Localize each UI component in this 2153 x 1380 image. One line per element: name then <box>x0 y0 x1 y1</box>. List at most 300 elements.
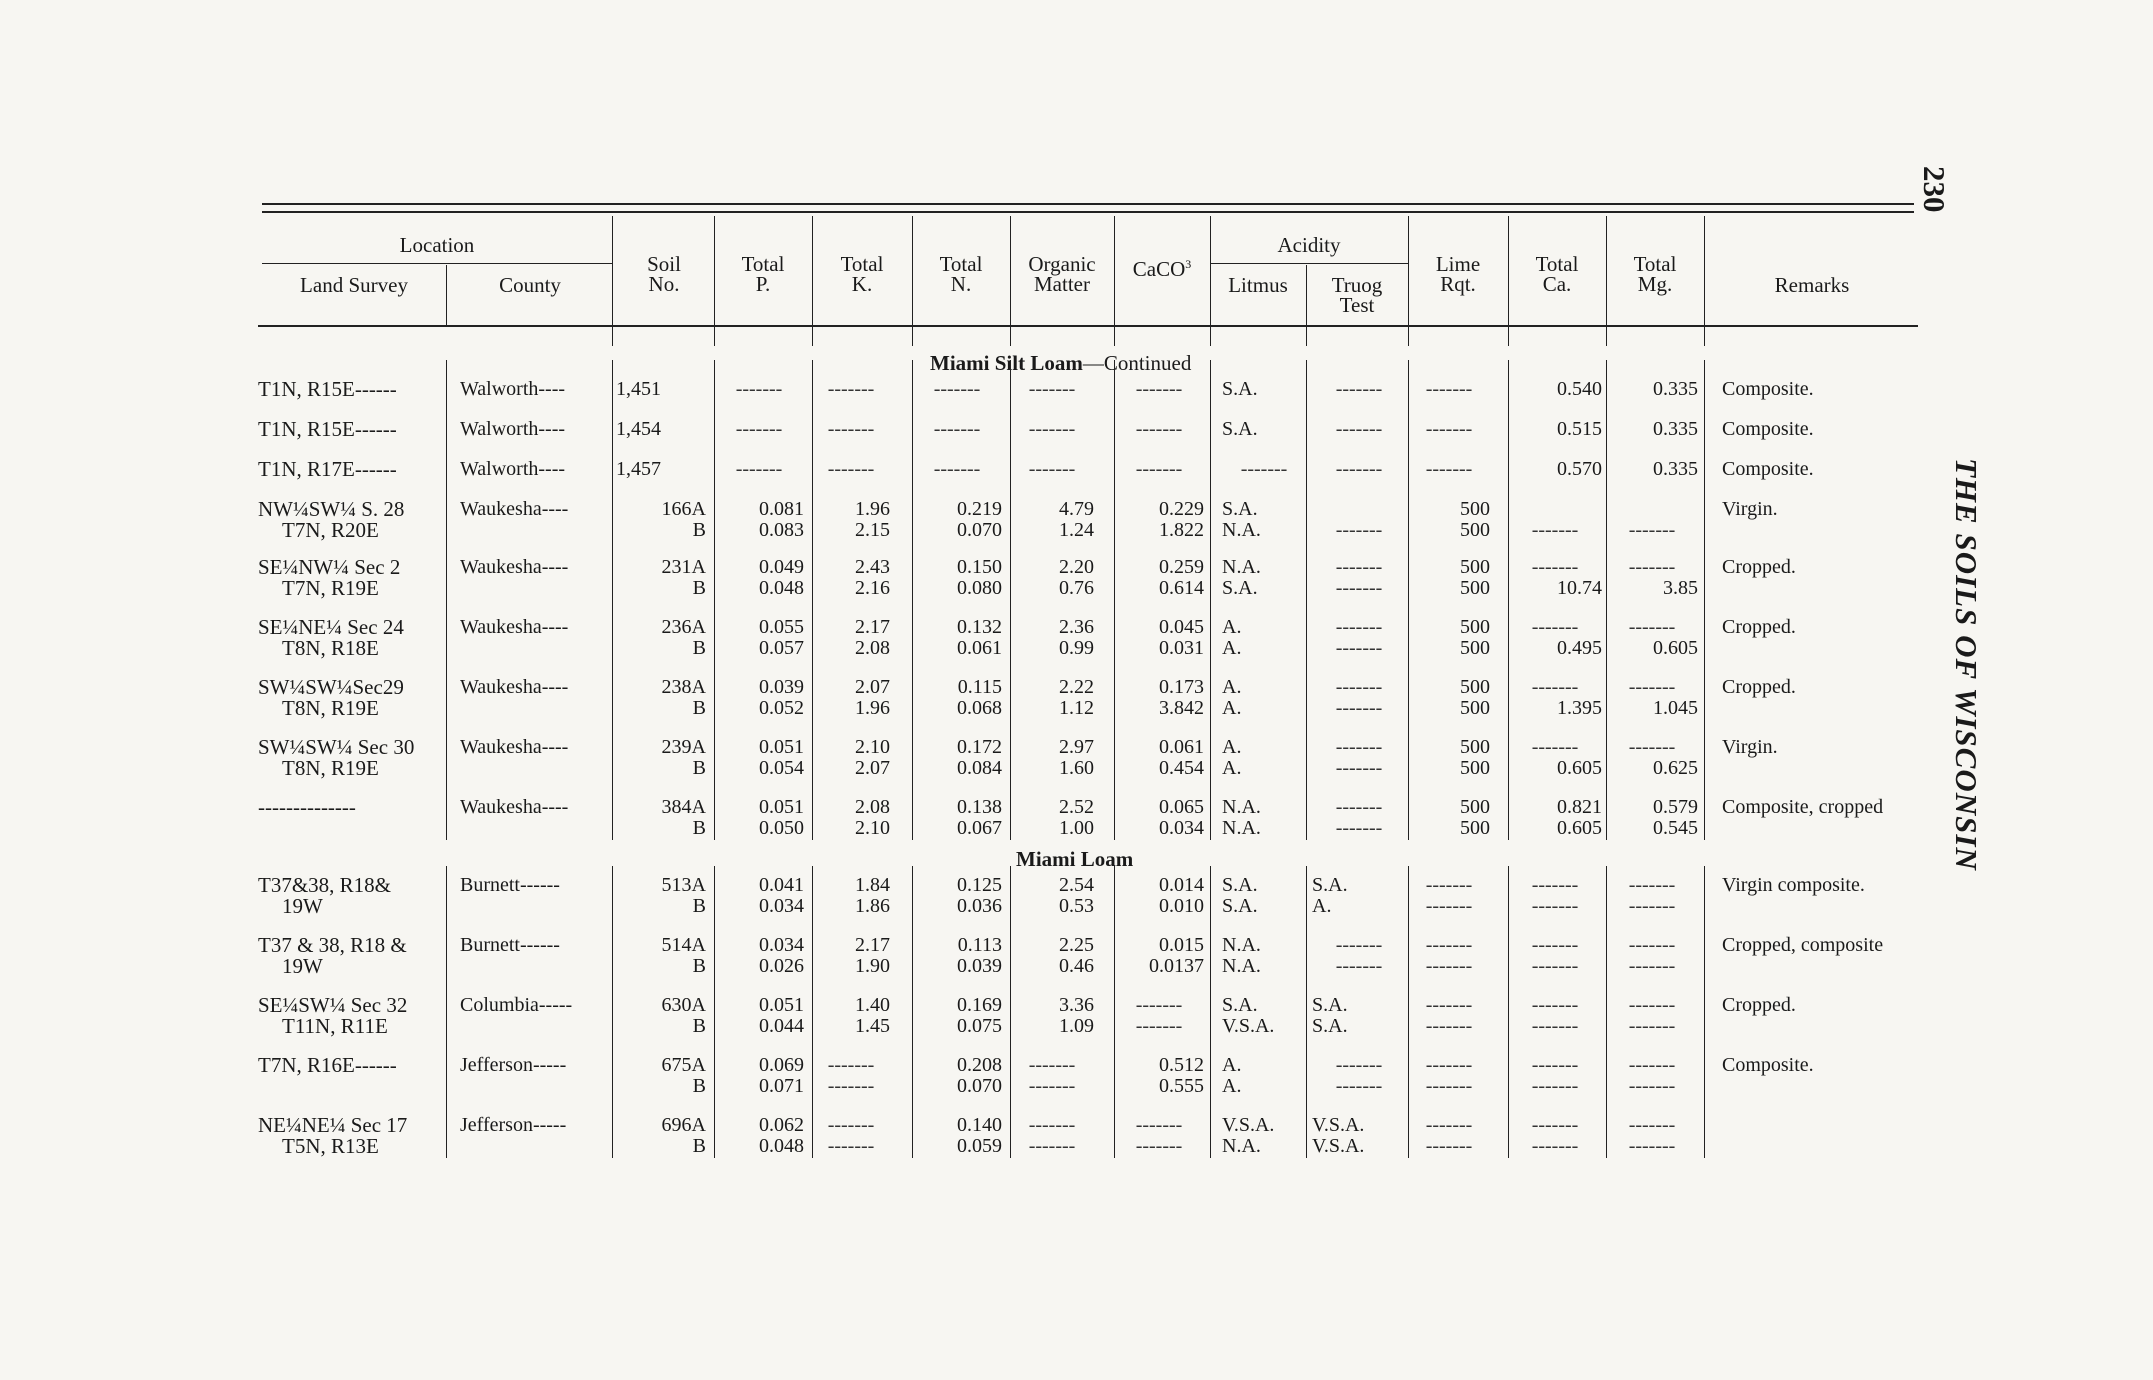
k-cell: 1.96 <box>855 498 890 520</box>
om-cell: ------- <box>1028 1114 1076 1136</box>
litmus-cell: N.A. <box>1222 556 1261 578</box>
column-divider <box>1010 866 1011 1158</box>
county-cell: Columbia----- <box>460 994 573 1016</box>
land-survey-cell: T7N, R20E <box>282 518 379 542</box>
n-cell: 0.132 <box>957 616 1002 638</box>
soil-no-cell: 236A <box>661 616 706 638</box>
litmus-cell: S.A. <box>1222 498 1258 520</box>
column-divider <box>612 360 613 840</box>
n-cell: 0.061 <box>957 637 1002 659</box>
mg-cell: 0.579 <box>1653 796 1698 818</box>
header-total-ca: Total Ca. <box>1535 252 1579 296</box>
n-cell: 0.084 <box>957 757 1002 779</box>
litmus-cell: V.S.A. <box>1222 1114 1275 1136</box>
column-divider <box>446 360 447 840</box>
caco3-cell: 0.014 <box>1159 874 1204 896</box>
caco3-cell: 0.454 <box>1159 757 1204 779</box>
ca-cell: 0.570 <box>1557 458 1602 480</box>
soil-no-cell: 1,457 <box>616 458 661 480</box>
remarks-cell: Cropped. <box>1722 556 1796 578</box>
mg-cell: ------- <box>1628 1114 1676 1136</box>
land-survey-cell: T7N, R16E------ <box>258 1053 397 1077</box>
ca-cell: 0.605 <box>1557 817 1602 839</box>
ca-cell: 0.540 <box>1557 378 1602 400</box>
header-caco3: CaCO$^3$ <box>1132 257 1192 281</box>
caco3-cell: 1.822 <box>1159 519 1204 541</box>
caco3-cell: 3.842 <box>1159 697 1204 719</box>
om-cell: ------- <box>1028 1075 1076 1097</box>
om-cell: ------- <box>1028 378 1076 400</box>
lime-cell: ------- <box>1425 1075 1473 1097</box>
column-divider <box>1306 866 1307 1158</box>
column-divider <box>1606 360 1607 840</box>
caco3-cell: 0.229 <box>1159 498 1204 520</box>
land-survey-cell: SE¼SW¼ Sec 32 <box>258 993 408 1017</box>
n-cell: 0.080 <box>957 577 1002 599</box>
header-acidity: Acidity <box>1277 233 1341 257</box>
soil-no-cell: B <box>692 519 706 541</box>
p-cell: 0.051 <box>759 736 804 758</box>
soil-no-cell: B <box>692 637 706 659</box>
section-heading: Miami Silt Loam—Continued <box>930 351 1192 375</box>
om-cell: 1.24 <box>1059 519 1094 541</box>
column-divider <box>1210 360 1211 840</box>
om-cell: 0.76 <box>1059 577 1094 599</box>
soil-no-cell: B <box>692 817 706 839</box>
litmus-cell: A. <box>1222 757 1242 779</box>
truog-cell: ------- <box>1335 378 1383 400</box>
lime-cell: ------- <box>1425 895 1473 917</box>
ca-cell: ------- <box>1531 1075 1579 1097</box>
soil-no-cell: 384A <box>661 796 706 818</box>
header-lime-rqt: Lime Rqt. <box>1435 252 1481 296</box>
n-cell: 0.150 <box>957 556 1002 578</box>
lime-cell: ------- <box>1425 1135 1473 1157</box>
land-survey-cell: T1N, R15E------ <box>258 377 397 401</box>
remarks-cell: Composite. <box>1722 1054 1814 1076</box>
k-cell: 1.86 <box>855 895 890 917</box>
ca-cell: 0.605 <box>1557 757 1602 779</box>
p-cell: 0.069 <box>759 1054 804 1076</box>
litmus-cell: S.A. <box>1222 874 1258 896</box>
lime-cell: 500 <box>1460 637 1490 659</box>
litmus-cell: S.A. <box>1222 418 1258 440</box>
land-survey-cell: T7N, R19E <box>282 576 379 600</box>
litmus-cell: V.S.A. <box>1222 1015 1275 1037</box>
p-cell: 0.034 <box>759 895 804 917</box>
n-cell: 0.067 <box>957 817 1002 839</box>
mg-cell: 0.605 <box>1653 637 1698 659</box>
county-cell: Jefferson----- <box>460 1054 567 1076</box>
column-divider <box>446 866 447 1158</box>
truog-cell: ------- <box>1335 934 1383 956</box>
land-survey-cell: T8N, R18E <box>282 636 379 660</box>
caco3-cell: 0.0137 <box>1149 955 1204 977</box>
caco3-cell: ------- <box>1135 418 1183 440</box>
litmus-cell: N.A. <box>1222 934 1261 956</box>
om-cell: 1.60 <box>1059 757 1094 779</box>
remarks-cell: Virgin composite. <box>1722 874 1865 896</box>
om-cell: 2.22 <box>1059 676 1094 698</box>
mg-cell: 0.335 <box>1653 378 1698 400</box>
n-cell: 0.075 <box>957 1015 1002 1037</box>
truog-cell: ------- <box>1335 697 1383 719</box>
column-divider <box>1010 360 1011 840</box>
lime-cell: 500 <box>1460 736 1490 758</box>
k-cell: 2.07 <box>855 676 890 698</box>
litmus-cell: N.A. <box>1222 796 1261 818</box>
mg-cell: ------- <box>1628 1075 1676 1097</box>
k-cell: ------- <box>827 1054 875 1076</box>
county-cell: Burnett------ <box>460 874 560 896</box>
k-cell: 2.10 <box>855 736 890 758</box>
header-total-n: Total N. <box>939 252 983 296</box>
county-cell: Waukesha---- <box>460 796 569 818</box>
k-cell: 2.16 <box>855 577 890 599</box>
k-cell: ------- <box>827 1075 875 1097</box>
caco3-cell: ------- <box>1135 994 1183 1016</box>
remarks-cell: Composite. <box>1722 378 1814 400</box>
caco3-cell: 0.045 <box>1159 616 1204 638</box>
county-cell: Walworth---- <box>460 458 566 480</box>
n-cell: 0.208 <box>957 1054 1002 1076</box>
ca-cell: ------- <box>1531 1015 1579 1037</box>
p-cell: 0.057 <box>759 637 804 659</box>
soil-no-cell: B <box>692 1135 706 1157</box>
n-cell: ------- <box>933 418 981 440</box>
ca-cell: ------- <box>1531 994 1579 1016</box>
caco3-cell: 0.512 <box>1159 1054 1204 1076</box>
k-cell: 2.07 <box>855 757 890 779</box>
caco3-cell: ------- <box>1135 1015 1183 1037</box>
om-cell: 2.20 <box>1059 556 1094 578</box>
truog-cell: ------- <box>1335 577 1383 599</box>
header-truog-test: Truog Test <box>1331 273 1383 317</box>
p-cell: 0.062 <box>759 1114 804 1136</box>
soil-no-cell: 239A <box>661 736 706 758</box>
p-cell: ------- <box>735 418 783 440</box>
column-divider <box>912 360 913 840</box>
k-cell: 2.08 <box>855 796 890 818</box>
header-remarks: Remarks <box>1774 273 1850 297</box>
mg-cell: ------- <box>1628 736 1676 758</box>
truog-cell: A. <box>1312 895 1332 917</box>
ca-cell: ------- <box>1531 1135 1579 1157</box>
mg-cell: ------- <box>1628 895 1676 917</box>
land-survey-cell: T1N, R15E------ <box>258 417 397 441</box>
caco3-cell: 0.031 <box>1159 637 1204 659</box>
land-survey-cell: 19W <box>282 954 323 978</box>
ca-cell: ------- <box>1531 1054 1579 1076</box>
header-total-p: Total P. <box>741 252 785 296</box>
truog-cell: ------- <box>1335 556 1383 578</box>
remarks-cell: Virgin. <box>1722 736 1778 758</box>
soil-no-cell: 1,451 <box>616 378 661 400</box>
caco3-cell: 0.010 <box>1159 895 1204 917</box>
n-cell: 0.140 <box>957 1114 1002 1136</box>
header-total-k: Total K. <box>840 252 884 296</box>
ca-cell: ------- <box>1531 895 1579 917</box>
litmus-cell: ------- <box>1240 458 1288 480</box>
soil-no-cell: B <box>692 895 706 917</box>
om-cell: 2.25 <box>1059 934 1094 956</box>
truog-cell: ------- <box>1335 817 1383 839</box>
lime-cell: ------- <box>1425 1015 1473 1037</box>
county-cell: Waukesha---- <box>460 556 569 578</box>
k-cell: ------- <box>827 378 875 400</box>
ca-cell: ------- <box>1531 736 1579 758</box>
litmus-cell: N.A. <box>1222 955 1261 977</box>
land-survey-cell: T37 & 38, R18 & <box>258 933 407 957</box>
mg-cell: 0.545 <box>1653 817 1698 839</box>
truog-cell: ------- <box>1335 757 1383 779</box>
county-cell: Walworth---- <box>460 418 566 440</box>
header-land-survey: Land Survey <box>300 273 408 297</box>
ca-cell: ------- <box>1531 874 1579 896</box>
ca-cell: ------- <box>1531 1114 1579 1136</box>
mg-cell: 1.045 <box>1653 697 1698 719</box>
om-cell: ------- <box>1028 1054 1076 1076</box>
litmus-cell: S.A. <box>1222 577 1258 599</box>
caco3-cell: ------- <box>1135 1135 1183 1157</box>
litmus-cell: A. <box>1222 736 1242 758</box>
litmus-cell: N.A. <box>1222 1135 1261 1157</box>
lime-cell: 500 <box>1460 796 1490 818</box>
caco3-cell: 0.259 <box>1159 556 1204 578</box>
p-cell: 0.052 <box>759 697 804 719</box>
county-cell: Burnett------ <box>460 934 560 956</box>
om-cell: 1.00 <box>1059 817 1094 839</box>
truog-cell: S.A. <box>1312 1015 1348 1037</box>
column-divider <box>812 866 813 1158</box>
column-divider <box>812 360 813 840</box>
caco3-cell: ------- <box>1135 378 1183 400</box>
lime-cell: 500 <box>1460 697 1490 719</box>
lime-cell: ------- <box>1425 874 1473 896</box>
header-location: Location <box>399 233 475 257</box>
mg-cell: ------- <box>1628 934 1676 956</box>
section-heading: Miami Loam <box>1016 847 1134 871</box>
lime-cell: 500 <box>1460 519 1490 541</box>
soil-no-cell: 696A <box>661 1114 706 1136</box>
truog-cell: ------- <box>1335 736 1383 758</box>
truog-cell: ------- <box>1335 796 1383 818</box>
lime-cell: ------- <box>1425 1114 1473 1136</box>
header-rule <box>258 325 1918 327</box>
p-cell: 0.039 <box>759 676 804 698</box>
column-divider <box>1306 360 1307 840</box>
caco3-cell: 0.614 <box>1159 577 1204 599</box>
lime-cell: 500 <box>1460 757 1490 779</box>
county-cell: Waukesha---- <box>460 676 569 698</box>
n-cell: 0.115 <box>957 676 1002 698</box>
ca-cell: 10.74 <box>1557 577 1602 599</box>
soil-no-cell: 513A <box>661 874 706 896</box>
lime-cell: 500 <box>1460 676 1490 698</box>
om-cell: 3.36 <box>1059 994 1094 1016</box>
om-cell: ------- <box>1028 458 1076 480</box>
ca-cell: ------- <box>1531 556 1579 578</box>
mg-cell: ------- <box>1628 1015 1676 1037</box>
land-survey-cell: T8N, R19E <box>282 696 379 720</box>
soil-no-cell: 675A <box>661 1054 706 1076</box>
ca-cell: ------- <box>1531 519 1579 541</box>
lime-cell: 500 <box>1460 556 1490 578</box>
litmus-cell: A. <box>1222 697 1242 719</box>
soil-no-cell: B <box>692 757 706 779</box>
truog-cell: S.A. <box>1312 994 1348 1016</box>
n-cell: 0.068 <box>957 697 1002 719</box>
mg-cell: ------- <box>1628 1135 1676 1157</box>
mg-cell: ------- <box>1628 616 1676 638</box>
column-divider <box>714 360 715 840</box>
mg-cell: 0.335 <box>1653 458 1698 480</box>
k-cell: ------- <box>827 1114 875 1136</box>
county-cell: Waukesha---- <box>460 616 569 638</box>
om-cell: 0.99 <box>1059 637 1094 659</box>
land-survey-cell: SE¼NW¼ Sec 2 <box>258 555 401 579</box>
n-cell: ------- <box>933 458 981 480</box>
column-divider <box>1704 360 1705 840</box>
p-cell: 0.055 <box>759 616 804 638</box>
p-cell: 0.051 <box>759 796 804 818</box>
header-organic-matter: Organic Matter <box>1028 252 1096 296</box>
truog-cell: ------- <box>1335 1075 1383 1097</box>
lime-cell: ------- <box>1425 934 1473 956</box>
mg-cell: ------- <box>1628 874 1676 896</box>
land-survey-cell: T8N, R19E <box>282 756 379 780</box>
k-cell: ------- <box>827 1135 875 1157</box>
land-survey-cell: T1N, R17E------ <box>258 457 397 481</box>
land-survey-cell: SE¼NE¼ Sec 24 <box>258 615 404 639</box>
p-cell: 0.026 <box>759 955 804 977</box>
caco3-cell: 0.065 <box>1159 796 1204 818</box>
soil-no-cell: 238A <box>661 676 706 698</box>
om-cell: 0.53 <box>1059 895 1094 917</box>
lime-cell: 500 <box>1460 498 1490 520</box>
om-cell: 1.09 <box>1059 1015 1094 1037</box>
column-divider <box>1210 866 1211 1158</box>
soil-no-cell: B <box>692 1015 706 1037</box>
truog-cell: S.A. <box>1312 874 1348 896</box>
truog-cell: V.S.A. <box>1312 1135 1365 1157</box>
ca-cell: 0.495 <box>1557 637 1602 659</box>
truog-cell: ------- <box>1335 418 1383 440</box>
p-cell: 0.054 <box>759 757 804 779</box>
ca-cell: ------- <box>1531 616 1579 638</box>
litmus-cell: S.A. <box>1222 378 1258 400</box>
caco3-cell: ------- <box>1135 1114 1183 1136</box>
p-cell: 0.051 <box>759 994 804 1016</box>
caco3-cell: 0.173 <box>1159 676 1204 698</box>
k-cell: 1.40 <box>855 994 890 1016</box>
n-cell: 0.036 <box>957 895 1002 917</box>
ca-cell: 0.515 <box>1557 418 1602 440</box>
ca-cell: ------- <box>1531 955 1579 977</box>
mg-cell: 3.85 <box>1663 577 1698 599</box>
k-cell: 2.17 <box>855 616 890 638</box>
column-divider <box>1408 866 1409 1158</box>
mg-cell: ------- <box>1628 994 1676 1016</box>
column-divider <box>1606 866 1607 1158</box>
k-cell: 2.43 <box>855 556 890 578</box>
ca-cell: 0.821 <box>1557 796 1602 818</box>
n-cell: 0.059 <box>957 1135 1002 1157</box>
header-county: County <box>499 273 561 297</box>
land-survey-cell: -------------- <box>258 795 356 819</box>
page-number: 230 <box>1917 166 1952 213</box>
k-cell: 2.15 <box>855 519 890 541</box>
mg-cell: ------- <box>1628 1054 1676 1076</box>
soil-no-cell: 1,454 <box>616 418 661 440</box>
soil-no-cell: 514A <box>661 934 706 956</box>
county-cell: Jefferson----- <box>460 1114 567 1136</box>
n-cell: 0.070 <box>957 519 1002 541</box>
k-cell: ------- <box>827 458 875 480</box>
k-cell: 2.10 <box>855 817 890 839</box>
header-litmus: Litmus <box>1228 273 1288 297</box>
land-survey-cell: SW¼SW¼ Sec 30 <box>258 735 415 759</box>
litmus-cell: A. <box>1222 1054 1242 1076</box>
p-cell: 0.048 <box>759 1135 804 1157</box>
truog-cell: ------- <box>1335 955 1383 977</box>
k-cell: 1.84 <box>855 874 890 896</box>
lime-cell: 500 <box>1460 577 1490 599</box>
land-survey-cell: 19W <box>282 894 323 918</box>
soil-no-cell: B <box>692 955 706 977</box>
land-survey-cell: T11N, R11E <box>282 1014 388 1038</box>
soil-no-cell: 166A <box>661 498 706 520</box>
land-survey-cell: T37&38, R18& <box>258 873 392 897</box>
column-divider <box>1704 866 1705 1158</box>
running-head: THE SOILS OF WISCONSIN <box>1949 458 1984 871</box>
column-divider <box>1508 360 1509 840</box>
column-divider <box>912 866 913 1158</box>
column-divider <box>1508 866 1509 1158</box>
n-cell: 0.113 <box>957 934 1002 956</box>
column-divider <box>1114 866 1115 1158</box>
om-cell: 2.54 <box>1059 874 1094 896</box>
caco3-cell: 0.015 <box>1159 934 1204 956</box>
county-cell: Waukesha---- <box>460 736 569 758</box>
header-total-mg: Total Mg. <box>1633 252 1677 296</box>
remarks-cell: Cropped. <box>1722 676 1796 698</box>
remarks-cell: Cropped, composite <box>1722 934 1884 956</box>
header-soil-no: Soil No. <box>647 252 681 296</box>
p-cell: 0.048 <box>759 577 804 599</box>
remarks-cell: Composite. <box>1722 458 1814 480</box>
column-divider <box>714 866 715 1158</box>
lime-cell: ------- <box>1425 1054 1473 1076</box>
mg-cell: 0.335 <box>1653 418 1698 440</box>
p-cell: 0.034 <box>759 934 804 956</box>
remarks-cell: Cropped. <box>1722 994 1796 1016</box>
litmus-cell: A. <box>1222 1075 1242 1097</box>
truog-cell: ------- <box>1335 616 1383 638</box>
p-cell: ------- <box>735 378 783 400</box>
litmus-cell: A. <box>1222 676 1242 698</box>
n-cell: 0.039 <box>957 955 1002 977</box>
om-cell: 2.36 <box>1059 616 1094 638</box>
n-cell: 0.172 <box>957 736 1002 758</box>
om-cell: ------- <box>1028 1135 1076 1157</box>
caco3-cell: ------- <box>1135 458 1183 480</box>
litmus-cell: A. <box>1222 616 1242 638</box>
lime-cell: ------- <box>1425 378 1473 400</box>
om-cell: ------- <box>1028 418 1076 440</box>
om-cell: 1.12 <box>1059 697 1094 719</box>
n-cell: 0.169 <box>957 994 1002 1016</box>
